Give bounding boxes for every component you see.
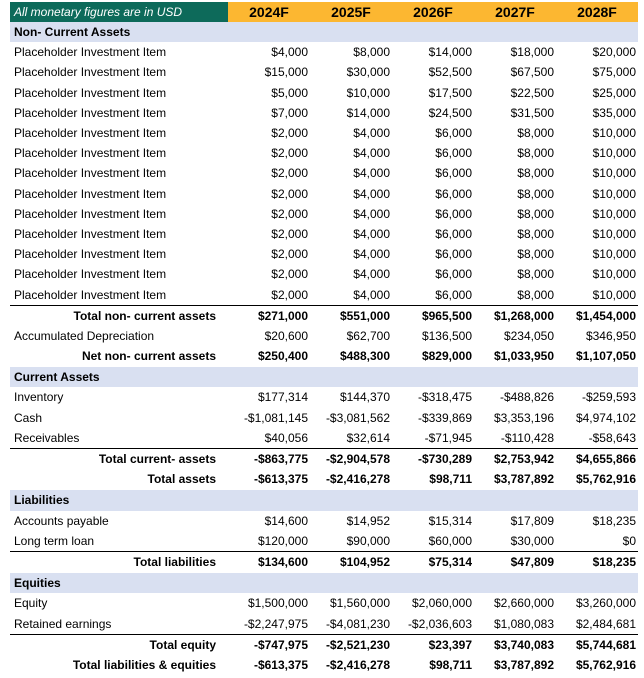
row-value: $8,000 [517, 126, 554, 141]
row-value: -$863,775 [253, 452, 308, 467]
row-value: $60,000 [428, 533, 472, 548]
investment-item-row [10, 103, 638, 123]
row-value: $177,314 [257, 390, 308, 405]
row-value: $5,000 [271, 85, 308, 100]
row-value: $14,000 [428, 45, 472, 60]
row-value: $22,500 [510, 85, 554, 100]
row-value: $30,000 [510, 533, 554, 548]
row-value: $104,952 [339, 554, 390, 569]
row-value: $6,000 [435, 267, 472, 282]
row-value: $2,660,000 [493, 596, 554, 611]
row-value: $271,000 [257, 308, 308, 323]
section-title: Liabilities [14, 493, 70, 508]
row-value: $2,000 [271, 206, 308, 221]
row-value: -$2,904,578 [325, 452, 390, 467]
equity-row [10, 593, 638, 613]
row-value: $5,744,681 [575, 637, 636, 652]
row-value: -$2,036,603 [407, 616, 472, 631]
row-value: $4,000 [353, 247, 390, 262]
row-label: Placeholder Investment Item [14, 166, 167, 181]
row-value: -$488,826 [499, 390, 554, 405]
row-value: $20,600 [264, 328, 308, 343]
section-title: Non- Current Assets [14, 25, 131, 40]
liability-row [10, 531, 638, 551]
row-value: $10,000 [346, 85, 390, 100]
row-value: $14,000 [346, 105, 390, 120]
row-value: $2,000 [271, 126, 308, 141]
row-value: $52,500 [428, 65, 472, 80]
row-value: $6,000 [435, 206, 472, 221]
row-value: $551,000 [339, 308, 390, 323]
sheet-body [10, 22, 638, 675]
section-liabilities [10, 490, 638, 510]
row-value: $75,314 [428, 554, 472, 569]
section-non-current-assets [10, 22, 638, 42]
row-value: $6,000 [435, 146, 472, 161]
liability-row [10, 511, 638, 531]
row-value: $0 [622, 533, 636, 548]
row-value: $3,787,892 [493, 657, 554, 672]
row-value: -$1,081,145 [243, 410, 308, 425]
row-value: $14,952 [346, 513, 390, 528]
row-value: $6,000 [435, 247, 472, 262]
row-value: $4,000 [353, 267, 390, 282]
row-label: Placeholder Investment Item [14, 126, 167, 141]
row-value: $6,000 [435, 186, 472, 201]
row-value: $8,000 [517, 247, 554, 262]
row-value: $47,809 [510, 554, 554, 569]
accumulated-depreciation-row [10, 326, 638, 346]
row-value: $62,700 [346, 328, 390, 343]
row-label: Placeholder Investment Item [14, 65, 167, 80]
total-liabilities-row [10, 551, 638, 572]
row-value: $4,000 [353, 146, 390, 161]
row-value: $2,060,000 [411, 596, 472, 611]
investment-item-row [10, 244, 638, 264]
row-value: $4,655,866 [575, 452, 636, 467]
row-value: $18,235 [592, 513, 636, 528]
row-value: $2,000 [271, 146, 308, 161]
row-label: Total current- assets [98, 452, 216, 467]
row-value: -$71,945 [424, 430, 472, 445]
row-value: $10,000 [592, 186, 636, 201]
row-value: $23,397 [428, 637, 472, 652]
row-value: $10,000 [592, 247, 636, 262]
row-value: -$2,416,278 [325, 657, 390, 672]
row-value: $10,000 [592, 206, 636, 221]
row-value: -$3,081,562 [325, 410, 390, 425]
total-current-assets-row [10, 448, 638, 469]
row-value: $24,500 [428, 105, 472, 120]
row-value: $8,000 [517, 166, 554, 181]
row-value: -$747,975 [253, 637, 308, 652]
row-value: $8,000 [517, 226, 554, 241]
row-value: $6,000 [435, 166, 472, 181]
investment-item-row [10, 83, 638, 103]
investment-item-row [10, 204, 638, 224]
row-value: $4,000 [353, 126, 390, 141]
investment-item-row [10, 284, 638, 304]
row-value: $8,000 [517, 146, 554, 161]
row-value: $1,500,000 [247, 596, 308, 611]
row-label: Cash [14, 410, 43, 425]
row-value: -$339,869 [417, 410, 472, 425]
row-value: $3,353,196 [493, 410, 554, 425]
row-value: $4,000 [353, 206, 390, 221]
row-label: Placeholder Investment Item [14, 186, 167, 201]
header-row [10, 2, 638, 22]
row-label: Placeholder Investment Item [14, 45, 167, 60]
row-value: $10,000 [592, 166, 636, 181]
row-value: $98,711 [429, 657, 472, 672]
current-asset-row [10, 408, 638, 428]
current-asset-row [10, 387, 638, 407]
row-value: $3,787,892 [493, 472, 554, 487]
row-value: -$613,375 [253, 657, 308, 672]
section-equities [10, 573, 638, 593]
row-value: $1,080,083 [493, 616, 554, 631]
equity-row [10, 613, 638, 633]
row-value: $6,000 [435, 226, 472, 241]
row-label: Accumulated Depreciation [14, 328, 155, 343]
row-label: Net non- current assets [81, 349, 216, 364]
row-value: $4,000 [353, 166, 390, 181]
row-value: -$110,428 [500, 430, 554, 445]
row-value: $250,400 [257, 349, 308, 364]
row-value: $136,500 [421, 328, 472, 343]
balance-sheet [10, 2, 638, 675]
row-value: $2,000 [271, 287, 308, 302]
row-value: $17,500 [428, 85, 472, 100]
row-label: Placeholder Investment Item [14, 267, 167, 282]
row-value: -$2,247,975 [243, 616, 308, 631]
row-value: $1,033,950 [493, 349, 554, 364]
row-label: Placeholder Investment Item [14, 226, 167, 241]
row-value: $10,000 [592, 267, 636, 282]
row-value: $15,314 [428, 513, 472, 528]
row-value: $2,000 [271, 226, 308, 241]
investment-item-row [10, 62, 638, 82]
row-value: $346,950 [585, 328, 636, 343]
row-value: $7,000 [271, 105, 308, 120]
row-value: -$58,643 [588, 430, 636, 445]
section-title: Equities [14, 576, 61, 591]
row-value: $5,762,916 [575, 472, 636, 487]
row-value: $8,000 [353, 45, 390, 60]
row-value: $10,000 [592, 226, 636, 241]
row-value: $30,000 [346, 65, 390, 80]
row-value: $10,000 [592, 126, 636, 141]
row-value: $8,000 [517, 186, 554, 201]
row-label: Total non- current assets [73, 308, 216, 323]
row-value: $2,000 [271, 247, 308, 262]
net-non-current-assets-row [10, 346, 638, 366]
row-value: $10,000 [592, 146, 636, 161]
row-value: $10,000 [592, 287, 636, 302]
investment-item-row [10, 123, 638, 143]
row-value: $40,056 [264, 430, 308, 445]
row-value: $8,000 [517, 287, 554, 302]
total-liabilities-equities-row [10, 655, 638, 675]
investment-item-row [10, 42, 638, 62]
row-value: $965,500 [421, 308, 472, 323]
row-label: Accounts payable [14, 513, 109, 528]
row-value: $5,762,916 [575, 657, 636, 672]
row-value: $35,000 [592, 105, 636, 120]
row-value: $120,000 [257, 533, 308, 548]
row-value: -$4,081,230 [325, 616, 390, 631]
row-value: $134,600 [257, 554, 308, 569]
investment-item-row [10, 184, 638, 204]
row-value: $2,000 [271, 166, 308, 181]
row-label: Retained earnings [14, 616, 112, 631]
row-value: $4,000 [353, 287, 390, 302]
row-value: $144,370 [339, 390, 390, 405]
row-value: $18,235 [592, 554, 636, 569]
year-header: 2026F [413, 4, 453, 20]
row-value: $488,300 [339, 349, 390, 364]
row-value: -$2,521,230 [325, 637, 390, 652]
row-value: $8,000 [517, 206, 554, 221]
row-value: $18,000 [510, 45, 554, 60]
row-value: $4,000 [353, 186, 390, 201]
row-value: $17,809 [510, 513, 554, 528]
row-value: $3,740,083 [493, 637, 554, 652]
row-value: -$259,593 [581, 390, 636, 405]
row-label: Total assets [147, 472, 216, 487]
row-value: $3,260,000 [575, 596, 636, 611]
row-value: $2,000 [271, 267, 308, 282]
row-value: $67,500 [510, 65, 554, 80]
row-value: $2,753,942 [493, 452, 554, 467]
row-value: -$318,475 [417, 390, 472, 405]
row-value: $2,484,681 [575, 616, 636, 631]
row-label: Placeholder Investment Item [14, 206, 167, 221]
row-value: $90,000 [346, 533, 390, 548]
row-value: $31,500 [510, 105, 554, 120]
investment-item-row [10, 143, 638, 163]
row-value: $8,000 [517, 267, 554, 282]
row-label: Inventory [14, 390, 64, 405]
row-value: $1,268,000 [493, 308, 554, 323]
row-label: Equity [14, 596, 48, 611]
current-asset-row [10, 428, 638, 448]
row-value: $25,000 [592, 85, 636, 100]
row-value: $20,000 [592, 45, 636, 60]
total-assets-row [10, 469, 638, 489]
row-label: Placeholder Investment Item [14, 85, 167, 100]
row-value: $1,454,000 [575, 308, 636, 323]
row-label: Long term loan [14, 533, 95, 548]
total-non-current-assets-row [10, 305, 638, 326]
row-value: $234,050 [503, 328, 554, 343]
row-value: -$2,416,278 [325, 472, 390, 487]
investment-item-row [10, 224, 638, 244]
year-header: 2028F [577, 4, 617, 20]
row-value: $6,000 [435, 287, 472, 302]
row-value: $1,560,000 [329, 596, 390, 611]
currency-note: All monetary figures are in USD [10, 2, 228, 22]
row-label: Placeholder Investment Item [14, 287, 167, 302]
row-value: -$730,289 [417, 452, 472, 467]
row-label: Placeholder Investment Item [14, 247, 167, 262]
row-value: $4,000 [271, 45, 308, 60]
section-title: Current Assets [14, 370, 100, 385]
year-header: 2027F [495, 4, 535, 20]
row-value: $4,000 [353, 226, 390, 241]
row-label: Placeholder Investment Item [14, 105, 167, 120]
section-current-assets [10, 367, 638, 387]
row-value: $4,974,102 [575, 410, 636, 425]
row-value: -$613,375 [253, 472, 308, 487]
row-label: Total liabilities & equities [72, 657, 216, 672]
row-label: Total equity [149, 637, 216, 652]
investment-item-row [10, 163, 638, 183]
investment-item-row [10, 264, 638, 284]
total-equity-row [10, 634, 638, 655]
row-value: $14,600 [264, 513, 308, 528]
year-header: 2025F [331, 4, 371, 20]
row-value: $2,000 [271, 186, 308, 201]
row-value: $15,000 [264, 65, 308, 80]
year-header: 2024F [249, 4, 289, 20]
row-value: $6,000 [435, 126, 472, 141]
row-value: $829,000 [421, 349, 472, 364]
row-label: Placeholder Investment Item [14, 146, 167, 161]
row-value: $32,614 [346, 430, 390, 445]
row-value: $98,711 [429, 472, 472, 487]
row-label: Total liabilities [133, 554, 216, 569]
row-value: $75,000 [592, 65, 636, 80]
row-label: Receivables [14, 430, 80, 445]
row-value: $1,107,050 [575, 349, 636, 364]
